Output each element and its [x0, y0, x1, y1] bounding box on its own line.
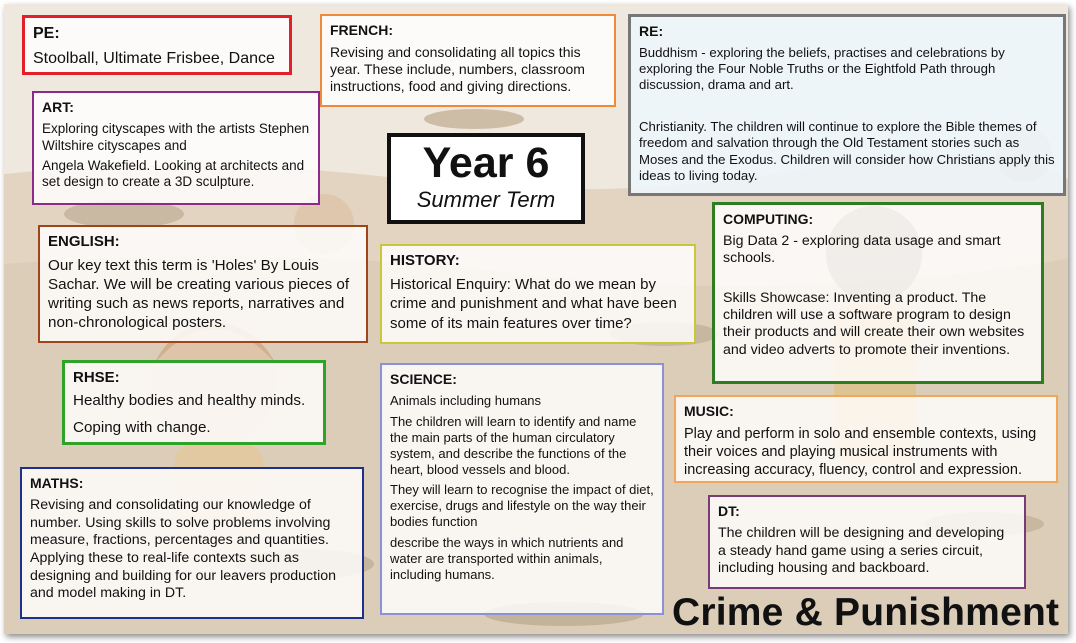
pe-title: PE: [33, 25, 60, 42]
theme-banner: Crime & Punishment [672, 591, 1060, 634]
dt-title: DT: [718, 503, 740, 519]
computing-title: COMPUTING: [723, 211, 814, 227]
science-text-3: They will learn to recognise the impact of diet, exercise, drugs and lifestyle on the way their bodies function [390, 482, 654, 530]
french-box [320, 14, 616, 107]
english-title: ENGLISH: [48, 233, 120, 250]
dt-text: The children will be designing and developing a steady hand game using a series circuit, including housing and backboard. [718, 525, 1005, 577]
year-title: Year 6 [422, 139, 550, 187]
rhse-text-2: Coping with change. [73, 418, 211, 436]
art-text-2: Angela Wakefield. Looking at architects and set design to create a 3D sculpture. [42, 158, 305, 190]
french-title: FRENCH: [330, 22, 393, 38]
science-text-2: The children will learn to identify and name the main parts of the human circulatory system, and describe the functions of the heart, blood vessels and blood. [390, 413, 637, 477]
art-title: ART: [42, 99, 74, 115]
art-box [32, 91, 320, 205]
rhse-text-1: Healthy bodies and healthy minds. [73, 392, 306, 410]
music-text: Play and perform in solo and ensemble contexts, using their voices and playing musical instruments with increasing accuracy, fluency, control and expression. [684, 426, 1037, 479]
rhse-box [62, 360, 326, 445]
french-text: Revising and consolidating all topics this year. These include, numbers, classroom instructions, food and giving directions. [330, 44, 585, 95]
music-title: MUSIC: [684, 403, 734, 419]
computing-box [712, 202, 1044, 384]
science-text-4: describe the ways in which nutrients and water are transported within animals, including humans. [390, 534, 624, 582]
science-box [380, 363, 664, 615]
pe-text: Stoolball, Ultimate Frisbee, Dance [33, 49, 275, 67]
science-text-1: Animals including humans [390, 393, 542, 409]
music-box [674, 395, 1058, 483]
english-text: Our key text this term is 'Holes' By Louis Sachar. We will be creating various pieces of writing such as news reports, narratives and non-chronological posters. [48, 257, 350, 332]
year-title-box [387, 133, 585, 224]
rhse-title: RHSE: [73, 369, 120, 386]
re-title: RE: [639, 23, 664, 39]
computing-text-1: Big Data 2 - exploring data usage and smart schools. [723, 233, 1001, 267]
re-christianity-text: Christianity. The children will continue to explore the Bible themes of freedom and salvation through the Old Testament stories such as Moses and the Exodus. Children will consider how Christians apply this ideas to living today. [639, 119, 1055, 183]
re-buddhism-text: Buddhism - exploring the beliefs, practises and celebrations by exploring the Four Noble Truths or the Eightfold Path through discussion, drama and art. [639, 45, 1005, 93]
science-title: SCIENCE: [390, 371, 457, 387]
maths-box [20, 467, 364, 619]
curriculum-poster [4, 4, 1068, 634]
pe-box [22, 15, 292, 75]
maths-text: Revising and consolidating our knowledge of number. Using skills to solve problems involving measure, fractions, percentages and quantities. Applying these to real-life contexts such as designing and building for our leavers production and model making in DT. [30, 497, 337, 602]
history-text: Historical Enquiry: What do we mean by crime and punishment and what have been some of its main features over time? [390, 276, 677, 332]
history-title: HISTORY: [390, 252, 460, 269]
art-text-1: Exploring cityscapes with the artists Stephen Wiltshire cityscapes and [42, 121, 310, 153]
english-box [38, 225, 368, 343]
maths-title: MATHS: [30, 475, 84, 491]
re-box [628, 14, 1066, 196]
term-subtitle: Summer Term [416, 187, 556, 212]
dt-box [708, 495, 1026, 589]
history-box [380, 244, 696, 344]
computing-text-2: Skills Showcase: Inventing a product. The children will use a software program to design their products and will create their own websites and video adverts to promote their inventions. [723, 289, 1025, 358]
